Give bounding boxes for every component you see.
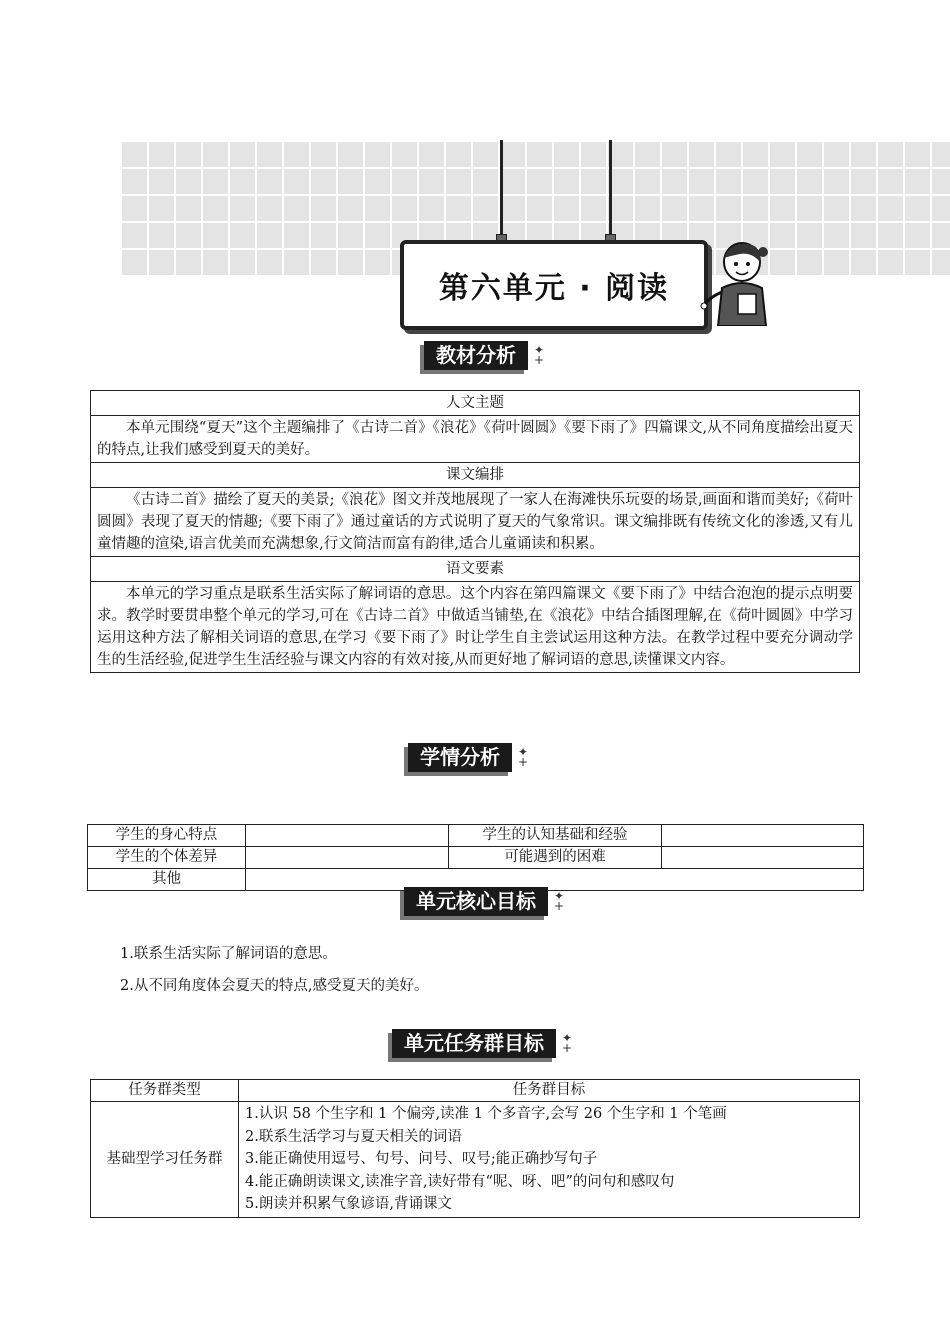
sparkle-icon: ✦ + (518, 745, 529, 769)
teacher-illustration-icon (700, 240, 780, 326)
section-heading-student (408, 742, 528, 772)
language-text: 本单元的学习重点是联系生活实际了解词语的意思。这个内容在第四篇课文《要下雨了》中结合泡泡的提示点明要求。教学时要贯串整个单元的学习,可在《古诗二首》中做适当铺垫,在《浪花》中结合插图理解,在《荷叶圆圆》中学习运用这种方法了解相关词语的意思,在学习《要下雨了》时让学生自主尝试运用这种方法。在教学过程中要充分调动学生的生活经验,促进学生生活经验与课文内容的有效对接,从而更好地了解词语的意思,读懂课文内容。 (91, 582, 860, 673)
section-heading-task-goals (392, 1028, 572, 1058)
task-goal-item: 2.联系生活学习与夏天相关的词语 (245, 1128, 462, 1145)
language-header: 语文要素 (91, 557, 860, 582)
core-goal-item: 1.联系生活实际了解词语的意思。 (120, 946, 337, 962)
arrange-text: 《古诗二首》描绘了夏天的美景;《浪花》图文并茂地展现了一家人在海滩快乐玩耍的场景,画面和谐而美好;《荷叶圆圆》表现了夏天的情趣;《要下雨了》通过童话的方式说明了夏天的气象常识。课文编排既有传统文化的渗透,又有儿童情趣的渲染,语言优美而充满想象,行文简洁而富有韵律,适合儿童诵读和积累。 (91, 488, 860, 557)
task-goal-item: 1.认识 58 个生字和 1 个偏旁,读准 1 个多音字,会写 26 个生字和 1 个笔画 (245, 1106, 727, 1122)
student-physical-value[interactable] (246, 825, 449, 847)
student-difficulty-label: 可能遇到的困难 (449, 847, 662, 869)
unit-title: 第六单元 · 阅读 (438, 271, 670, 306)
student-difference-label: 学生的个体差异 (88, 847, 246, 869)
task-goal-item: 5.朗读并积累气象谚语,背诵课文 (245, 1196, 452, 1212)
task-type-value: 基础型学习任务群 (91, 1102, 239, 1218)
task-group-table (90, 1079, 860, 1218)
theme-header: 人文主题 (91, 391, 860, 416)
sparkle-icon: ✦ + (534, 343, 545, 367)
student-cognitive-label: 学生的认知基础和经验 (449, 825, 662, 847)
section-heading-analysis (424, 340, 544, 370)
task-goal-item: 3.能正确使用逗号、句号、问号、叹号;能正确抄写句子 (245, 1151, 598, 1167)
section-heading-core-goals (404, 886, 564, 916)
arrange-header: 课文编排 (91, 463, 860, 488)
hanging-rope-left (500, 140, 503, 236)
task-type-header: 任务群类型 (91, 1080, 239, 1102)
sparkle-icon: ✦ + (562, 1031, 573, 1055)
student-physical-label: 学生的身心特点 (88, 825, 246, 847)
student-cognitive-value[interactable] (662, 825, 864, 847)
student-difficulty-value[interactable] (662, 847, 864, 869)
hanging-rope-right (609, 140, 612, 236)
task-goal-item: 4.能正确朗读课文,读准字音,读好带有“呢、呀、吧”的问句和感叹句 (245, 1173, 675, 1190)
student-table (87, 824, 864, 891)
unit-title-sign (400, 240, 708, 330)
core-goal-item: 2.从不同角度体会夏天的特点,感受夏天的美好。 (120, 978, 429, 994)
analysis-table (90, 390, 860, 673)
task-goal-list (239, 1102, 860, 1218)
task-goal-header: 任务群目标 (239, 1080, 860, 1102)
section-label: 单元核心目标 (404, 887, 548, 916)
student-other-label: 其他 (88, 869, 246, 891)
sparkle-icon: ✦ + (554, 889, 565, 913)
student-difference-value[interactable] (246, 847, 449, 869)
section-label: 单元任务群目标 (392, 1029, 556, 1058)
section-label: 教材分析 (424, 341, 528, 370)
section-label: 学情分析 (408, 743, 512, 772)
theme-text: 本单元围绕“夏天”这个主题编排了《古诗二首》《浪花》《荷叶圆圆》《要下雨了》四篇课文,从不同角度描绘出夏天的特点,让我们感受到夏天的美好。 (91, 416, 860, 463)
